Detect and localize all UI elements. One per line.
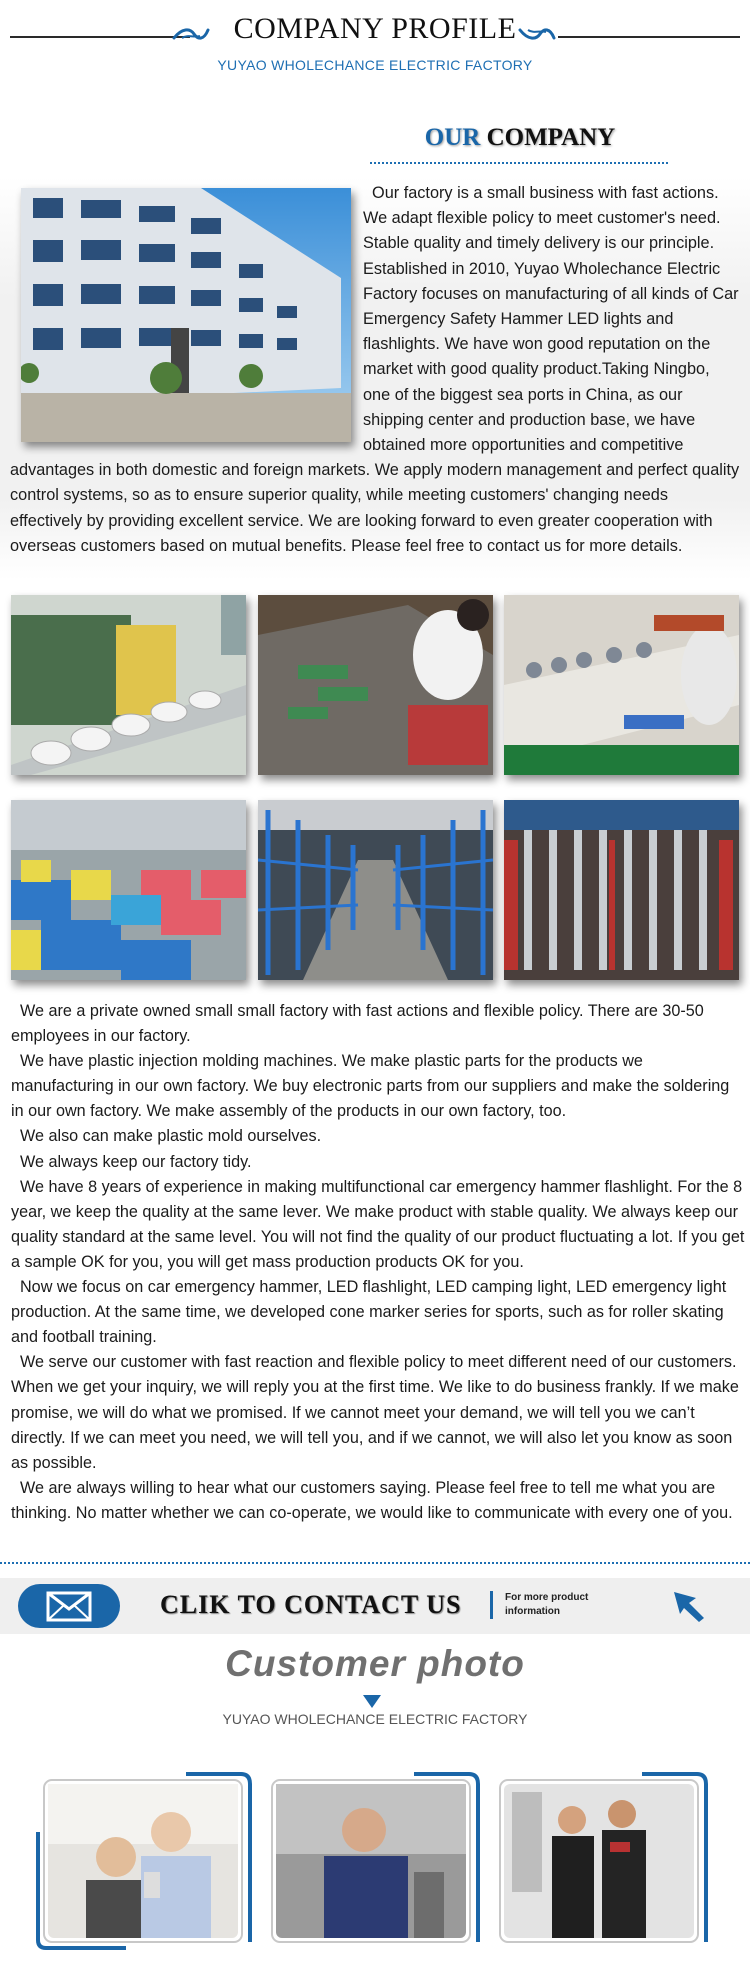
contact-divider bbox=[490, 1591, 493, 1619]
section-title-our-company bbox=[370, 124, 670, 152]
paragraph: Now we focus on car emergency hammer, LED flashlight, LED camping light, LED emergency light production. At the same time, we developed cone marker series for sports, such as for roller skating and football training. bbox=[11, 1278, 727, 1347]
contact-us-link[interactable]: CLIK TO CONTACT US bbox=[160, 1590, 462, 1619]
factory-photo-production-line bbox=[504, 595, 739, 775]
page-subtitle: YUYAO WHOLECHANCE ELECTRIC FACTORY bbox=[217, 57, 533, 73]
title-dotted-underline bbox=[370, 162, 668, 164]
factory-photo-lamps bbox=[11, 595, 246, 775]
paragraph: We are a private owned small small factory with fast actions and flexible policy. There are 30-50 employees in our factory. bbox=[11, 1002, 704, 1046]
photo-spacer bbox=[10, 181, 363, 443]
customer-photo-1 bbox=[36, 1772, 252, 1950]
paragraph: We serve our customer with fast reaction and flexible policy to meet different need of our customers. When we get your inquiry, we will reply you at the first time. We like to do business frankly. If we make promise, we will do what we promised. If we cannot meet your demand, we will tell you we can’t directly. If we can meet you need, we will tell you, and if we cannot, we will also let you know as soon as possible. bbox=[11, 1353, 739, 1472]
customer-photo-3 bbox=[492, 1772, 708, 1950]
section-divider bbox=[0, 1562, 750, 1564]
paragraph: We are always willing to hear what our customers saying. Please feel free to tell me what you are thinking. No matter whether we can co-operate, we would like to communicate with every one of you. bbox=[11, 1478, 733, 1522]
intro-paragraph: Our factory is a small business with fast actions. We adapt flexible policy to meet customer's need. Stable quality and timely delivery is our principle. Established in 2010, Yuyao Wholechance Electric Factory focuses on manufacturing of all kinds of Car Emergency Safety Hammer LED lights and flashlights. We have won good reputation on the market with good quality product.Taking Ningbo, one of the biggest sea ports in China, as our shipping center and production base, we have obtained more opportunities and competitive advantages in both domestic and foreign markets. We apply modern management and perfect quality control systems, so as to ensure superior quality, while meeting customers' changing needs effectively by providing excellent service. We are looking forward to even greater cooperation with overseas customers based on mutual benefits. Please feel free to contact us for more details. bbox=[10, 184, 740, 555]
title-company: COMPANY bbox=[480, 124, 616, 151]
customer-photo-subtitle: YUYAO WHOLECHANCE ELECTRIC FACTORY bbox=[222, 1711, 528, 1727]
page-title: COMPANY PROFILE bbox=[233, 12, 517, 45]
factory-description bbox=[11, 999, 746, 1526]
factory-photo-warehouse-boxes bbox=[11, 800, 246, 980]
factory-photo-pcb-assembly bbox=[258, 595, 493, 775]
customer-photo-title: Customer photo bbox=[225, 1643, 525, 1684]
contact-email-button[interactable] bbox=[18, 1584, 120, 1628]
customer-photo-2 bbox=[264, 1772, 480, 1950]
swirl-ornament-icon bbox=[518, 24, 556, 44]
triangle-down-icon bbox=[363, 1695, 381, 1708]
title-our: OUR bbox=[424, 124, 481, 151]
company-intro-text bbox=[10, 181, 740, 559]
header-line-right bbox=[558, 36, 740, 38]
paragraph: We also can make plastic mold ourselves. bbox=[11, 1127, 322, 1146]
factory-photo-metal-racks bbox=[504, 800, 739, 980]
factory-photo-shelving-aisle bbox=[258, 800, 493, 980]
paragraph: We always keep our factory tidy. bbox=[11, 1152, 252, 1171]
envelope-icon bbox=[18, 1584, 120, 1628]
pointer-arrow-icon[interactable] bbox=[672, 1590, 710, 1624]
more-info-line2: information bbox=[505, 1606, 560, 1617]
more-info-text bbox=[505, 1591, 615, 1619]
paragraph: We have plastic injection molding machines. We make plastic parts for the products we manufacturing in our own factory. We buy electronic parts from our suppliers and make the soldering in our own factory. We make assembly of the products in our own factory, too. bbox=[11, 1052, 730, 1121]
paragraph: We have 8 years of experience in making multifunctional car emergency hammer flashlight. For the 8 year, we keep the quality at the same lever. We make product with stable quality. We always keep our quality standard at the same level. You will not find the quality of our product fluctuating a lot. If you get a sample OK for you, you will get mass production products OK for you. bbox=[11, 1177, 745, 1271]
more-info-line1: For more product bbox=[505, 1592, 589, 1603]
